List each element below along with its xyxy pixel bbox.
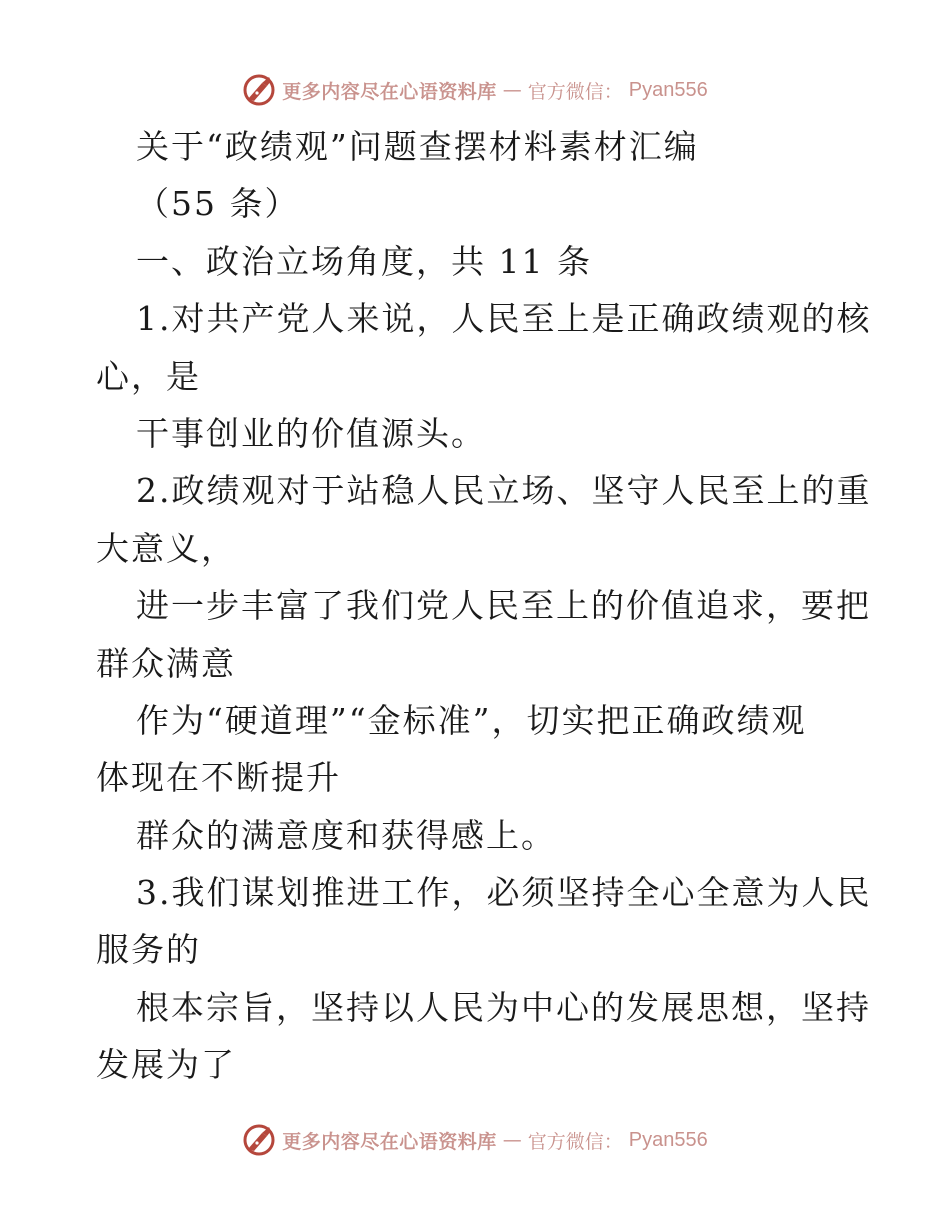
paragraph-line: 心，是 — [96, 356, 201, 396]
paragraph-line: 大意义， — [96, 528, 236, 568]
footer-banner — [0, 1118, 950, 1162]
header-wechat-id: Pyan556 — [628, 78, 708, 101]
section-heading: 一、政治立场角度，共 11 条 — [136, 241, 592, 281]
pen-nib-logo-icon — [242, 1123, 276, 1157]
paragraph-line: 体现在不断提升 — [96, 758, 341, 798]
doc-title: 关于“政绩观”问题查摆材料素材汇编 — [136, 127, 699, 166]
doc-count: （55 条） — [136, 184, 300, 224]
footer-wechat-id: Pyan556 — [628, 1128, 708, 1151]
header-dash: — — [502, 79, 522, 101]
paragraph-line: 进一步丰富了我们党人民至上的价值追求，要把 — [136, 586, 871, 626]
header-banner — [0, 68, 950, 112]
footer-wechat-label: 官方微信： — [527, 1130, 623, 1153]
paragraph-line: 根本宗旨，坚持以人民为中心的发展思想，坚持 — [136, 987, 871, 1027]
paragraph-line: 作为“硬道理”“金标准”，切实把正确政绩观 — [136, 700, 807, 740]
paragraph-line: 干事创业的价值源头。 — [136, 413, 486, 453]
paragraph-line: 1.对共产党人来说，人民至上是正确政绩观的核 — [136, 299, 872, 339]
document-body — [96, 118, 872, 1094]
paragraph-line: 2.政绩观对于站稳人民立场、坚守人民至上的重 — [136, 471, 872, 511]
header-banner-inner — [242, 73, 708, 107]
paragraph-line: 服务的 — [96, 930, 201, 970]
footer-site-text: 更多内容尽在心语资料库 — [282, 1130, 497, 1153]
header-site-text: 更多内容尽在心语资料库 — [282, 80, 497, 103]
pen-nib-logo-icon — [242, 73, 276, 107]
footer-banner-inner — [242, 1123, 708, 1157]
paragraph-line: 群众的满意度和获得感上。 — [136, 815, 556, 855]
footer-dash: — — [502, 1129, 522, 1151]
paragraph-line: 群众满意 — [96, 643, 236, 683]
paragraph-line: 发展为了 — [96, 1045, 236, 1085]
paragraph-line: 3.我们谋划推进工作，必须坚持全心全意为人民 — [136, 873, 872, 913]
header-wechat-label: 官方微信： — [527, 80, 623, 103]
